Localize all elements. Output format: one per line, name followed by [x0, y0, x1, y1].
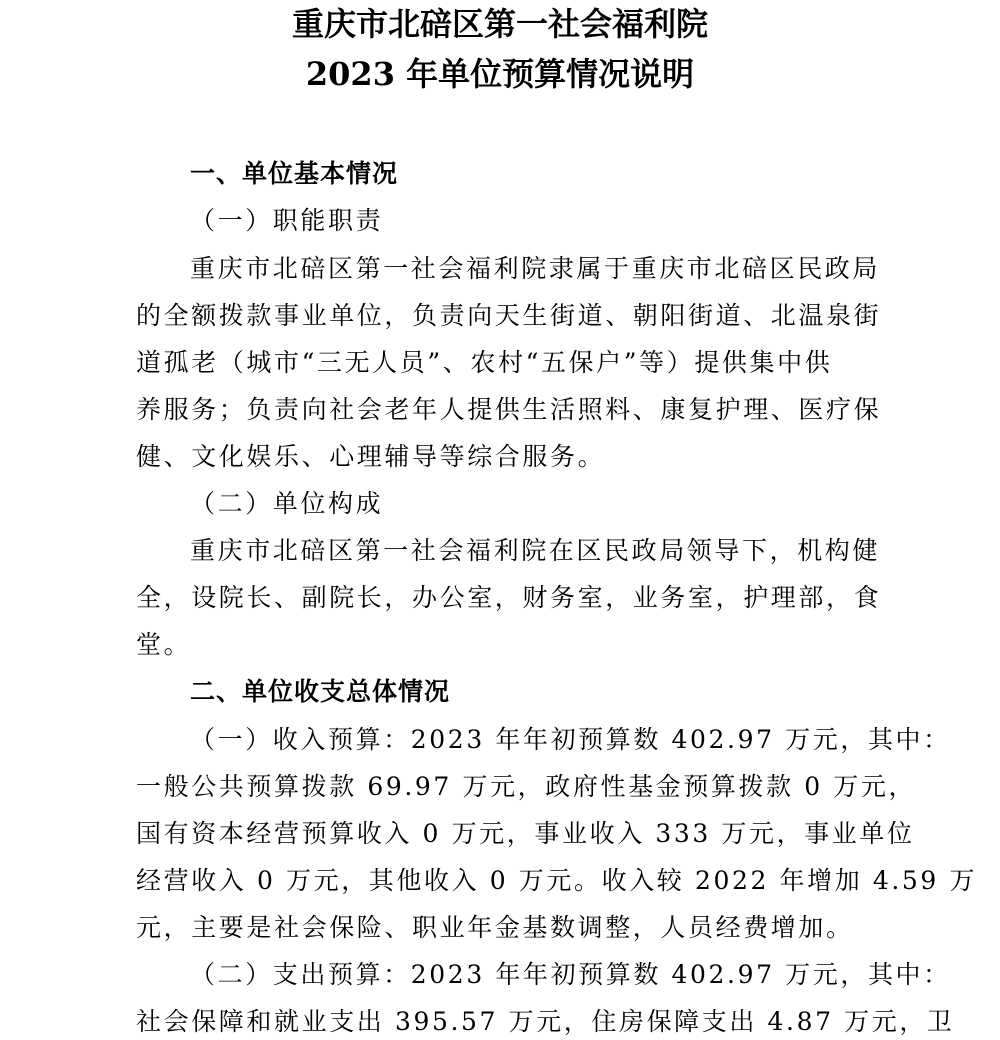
paragraph-line: 健、文化娱乐、心理辅导等综合服务。 — [136, 442, 606, 471]
paragraph-line: 经营收入 0 万元，其他收入 0 万元。收入较 2022 年增加 4.59 万 — [136, 866, 978, 895]
subsection-1-2-heading: （二）单位构成 — [190, 489, 384, 518]
paragraph-line: 国有资本经营预算收入 0 万元，事业收入 333 万元，事业单位 — [136, 819, 915, 848]
paragraph-line: 元，主要是社会保险、职业年金基数调整，人员经费增加。 — [136, 913, 854, 942]
paragraph-line: 堂。 — [136, 630, 192, 659]
document-title-line-1: 重庆市北碚区第一社会福利院 — [291, 5, 708, 43]
income-budget-line: （一）收入预算：2023 年年初预算数 402.97 万元，其中： — [190, 725, 951, 754]
paragraph-line: 一般公共预算拨款 69.97 万元，政府性基金预算拨款 0 万元， — [136, 772, 917, 801]
paragraph-line: 养服务；负责向社会老年人提供生活照料、康复护理、医疗保 — [136, 395, 882, 424]
paragraph-line: 道孤老（城市“三无人员”、农村“五保户”等）提供集中供 — [136, 348, 833, 377]
section-1-heading: 一、单位基本情况 — [190, 159, 399, 188]
paragraph-line: 的全额拨款事业单位，负责向天生街道、朝阳街道、北温泉街 — [136, 301, 882, 330]
paragraph-line: 全，设院长、副院长，办公室，财务室，业务室，护理部，食 — [136, 583, 882, 612]
section-2-heading: 二、单位收支总体情况 — [190, 677, 451, 706]
subsection-1-1-heading: （一）职能职责 — [190, 206, 384, 235]
paragraph-line: 社会保障和就业支出 395.57 万元，住房保障支出 4.87 万元，卫 — [136, 1007, 955, 1036]
document-title-line-2: 2023 年单位预算情况说明 — [305, 55, 695, 93]
paragraph-line: 重庆市北碚区第一社会福利院在区民政局领导下，机构健 — [190, 536, 881, 565]
paragraph-line: 重庆市北碚区第一社会福利院隶属于重庆市北碚区民政局 — [190, 254, 881, 283]
expense-budget-line: （二）支出预算：2023 年年初预算数 402.97 万元，其中： — [190, 960, 951, 989]
